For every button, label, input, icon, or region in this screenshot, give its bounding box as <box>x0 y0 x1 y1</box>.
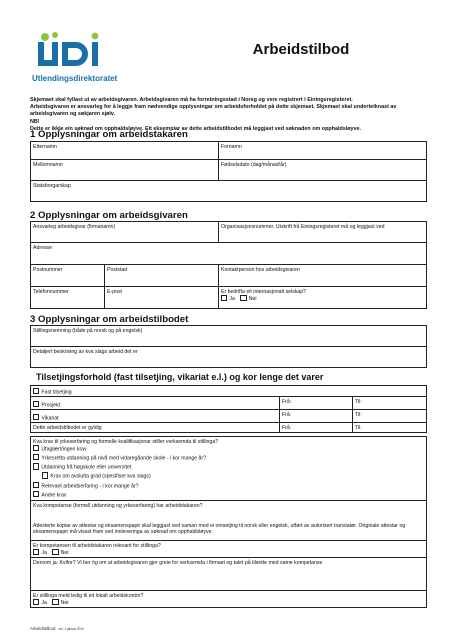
relevant-options <box>33 549 424 558</box>
fra-label: Frå: <box>282 411 292 418</box>
etternamn-label: Etternamn <box>33 143 57 150</box>
prosjekt-til-field[interactable] <box>352 397 426 409</box>
lokalt-ja-option[interactable] <box>33 600 47 606</box>
checkbox[interactable] <box>33 549 39 555</box>
internasjonalt-label: Er bedrifta eit internasjonalt selskap? <box>221 288 307 295</box>
fast-option[interactable] <box>31 386 426 396</box>
krav-option[interactable] <box>33 445 424 454</box>
krav-option-label: Utdanning frå høgskole eller universitet <box>41 464 132 471</box>
kontaktperson-label: Kontaktperson hos arbeidsgivaren <box>221 266 300 273</box>
krav-option-label: Relevant arbeidserfaring - i kor mange år? <box>41 483 139 490</box>
statsborgarskap-field[interactable] <box>31 181 426 201</box>
intro-nb: NB! <box>30 118 40 125</box>
lokalt-nei-option[interactable] <box>52 600 68 606</box>
relevant-question: Er kompetansen til arbeidstakaren relevant for stillinga? <box>33 542 161 549</box>
kontaktperson-field[interactable] <box>218 265 426 286</box>
checkbox[interactable] <box>33 454 39 460</box>
fodselsdato-field[interactable] <box>218 160 426 180</box>
krav-grid <box>30 436 427 608</box>
page-footer <box>30 626 84 631</box>
relevant-ja-option[interactable] <box>33 550 47 556</box>
ja-label: Ja <box>41 550 47 557</box>
footer-label: Arbeidstilbod <box>30 626 56 631</box>
udi-logo <box>30 30 130 88</box>
gyldig-til-field[interactable] <box>352 423 426 432</box>
checkbox[interactable] <box>33 388 39 394</box>
etternamn-field[interactable] <box>31 142 218 159</box>
checkbox[interactable] <box>240 295 246 301</box>
telefon-label: Telefonnummer <box>33 288 69 295</box>
krav-question: Kva krav til yrkeserfaring og formelle kvalifikasjonar stiller verksemda til stillinga? <box>33 438 219 445</box>
gyldig-label: Dette arbeidstilbodet er gyldig <box>33 424 102 431</box>
kompetanse-note: Attesterte kopiar av attestar og eksamenspapir skal leggjast ved saman med ei omsetjing til norsk eller engelsk, utført av autorisert translatør. Originale attestar og eksamenspapir må visast fram ved innleveringa av søknad om opphaldsløyve. <box>33 522 406 536</box>
krav-option-label: Krav om avslutta grad (spesifiser kva slags) <box>50 473 151 480</box>
vikariat-fra-field[interactable] <box>279 410 352 422</box>
intro-p2: Arbeidsgivaren er ansvarleg for å leggje fram nødvendige opplysningar om arbeidsforholdet på dette skjemaet. Skjemaet skal underteiknast av arbeidsgivaren og søkjaren sjølv. <box>30 104 397 118</box>
postnummer-field[interactable] <box>31 265 104 286</box>
tilsetjing-heading: Tilsetjingsforhold (fast tilsetjing, vikariat e.l.) og kor lenge det varer <box>36 372 324 382</box>
internasjonalt-field <box>218 287 426 308</box>
postnummer-label: Postnummer <box>33 266 63 273</box>
adresse-label: Adresse <box>33 244 53 251</box>
lokalt-question: Er stillinga meld ledig til eit lokalt arbeidskontor? <box>33 592 144 599</box>
checkbox[interactable] <box>33 445 39 451</box>
tilsetjing-grid <box>30 385 427 433</box>
ansvarleg-label: Ansvarleg arbeidsgivar (firmanamn) <box>33 223 116 230</box>
vikariat-label: Vikariat <box>41 415 59 422</box>
internasjonalt-ja-option[interactable] <box>221 296 235 302</box>
intro-p4: Dette er ikkje ein søknad om opphaldsløyve. Eit eksemplar av dette arbeidstilbodet må leggjast ved søknaden om opphaldsløyve. <box>30 125 362 132</box>
fornamn-label: Fornamn <box>221 143 242 150</box>
gyldig-label-cell <box>31 423 279 432</box>
fornamn-field[interactable] <box>218 142 426 159</box>
internasjonalt-nei-option[interactable] <box>240 296 256 302</box>
ansvarleg-field[interactable] <box>31 222 218 242</box>
stilling-field[interactable] <box>31 326 426 346</box>
prosjekt-option[interactable] <box>31 397 279 409</box>
document-title: Arbeidstilbod <box>252 41 350 58</box>
checkbox[interactable] <box>33 491 39 497</box>
lokalt-options <box>33 599 424 608</box>
telefon-field[interactable] <box>31 287 104 308</box>
poststad-label: Poststad <box>107 266 128 273</box>
til-label: Til: <box>355 398 362 405</box>
orgnr-field[interactable] <box>218 222 426 242</box>
fra-label: Frå: <box>282 424 292 431</box>
detaljert-label: Detaljert beskriving av kva slags arbeid det er <box>33 348 138 355</box>
logo-text: Utlendingsdirektoratet <box>32 74 118 83</box>
section3-grid <box>30 325 427 368</box>
checkbox[interactable] <box>221 295 227 301</box>
poststad-field[interactable] <box>104 265 218 286</box>
krav-option[interactable] <box>33 491 424 500</box>
nei-label: Nei <box>248 296 257 303</box>
krav-suboption[interactable] <box>33 472 424 481</box>
ja-label: Ja <box>229 296 235 303</box>
nei-label: Nei <box>60 600 69 607</box>
checkbox[interactable] <box>33 414 39 420</box>
krav-option-label: Andre krav <box>41 492 67 499</box>
intro-p1: Skjemaet skal fyllast ut av arbeidsgivaren. Arbeidsgivaren må ha forretningsstad i Noreg og vere registrert i Einingsregisteret. <box>30 97 353 103</box>
fra-label: Frå: <box>282 398 292 405</box>
kompetanse-field[interactable] <box>31 501 426 540</box>
internasjonalt-options <box>221 295 424 304</box>
kompetanse-question: Kva kompetanse (formell utdanning og yrkeserfaring) har arbeidstakaren? <box>33 502 203 509</box>
epost-field[interactable] <box>104 287 218 308</box>
krav-option-label: Ufaglært/ingen krav <box>41 446 87 453</box>
section2-heading: 2 Opplysningar om arbeidsgivaren <box>30 210 188 221</box>
til-label: Til: <box>355 411 362 418</box>
dersom-field[interactable] <box>31 558 426 590</box>
section1-heading: 1 Opplysningar om arbeidstakaren <box>30 129 188 140</box>
krav-question-cell <box>31 437 426 500</box>
dersom-label: Dersom ja: Kvifor? Vi ber òg om at arbeidsgivaren gjer greie for verksemda i firmaet og talet på tilsette med same kompetanse <box>33 559 323 566</box>
lokalt-field <box>31 591 426 607</box>
krav-option-label: Yrkesretta utdanning på nivå med vidaregåande skole - i kor mange år? <box>41 455 207 462</box>
checkbox[interactable] <box>33 401 39 407</box>
udi-logo-mark <box>30 30 130 74</box>
section2-grid <box>30 221 427 309</box>
krav-option[interactable] <box>33 454 424 463</box>
relevant-nei-option[interactable] <box>52 550 68 556</box>
prosjekt-label: Prosjekt <box>41 402 61 409</box>
checkbox[interactable] <box>33 463 39 469</box>
checkbox[interactable] <box>52 549 58 555</box>
stilling-label: Stillingsnemning (både på norsk og på engelsk) <box>33 327 143 334</box>
orgnr-label: Organisasjonsnummer. Utskrift frå Einingsregisteret må og leggjast ved <box>221 223 385 230</box>
fodselsdato-label: Fødselsdato (dag/månad/år) <box>221 161 287 168</box>
intro-text <box>30 97 430 133</box>
adresse-field[interactable] <box>31 243 426 264</box>
checkbox[interactable] <box>52 599 58 605</box>
til-label: Til: <box>355 424 362 431</box>
checkbox[interactable] <box>33 599 39 605</box>
vikariat-til-field[interactable] <box>352 410 426 422</box>
relevant-field <box>31 541 426 557</box>
krav-option[interactable] <box>33 482 424 491</box>
section3-heading: 3 Opplysningar om arbeidstilbodet <box>30 314 189 325</box>
nei-label: Nei <box>60 550 69 557</box>
section1-grid <box>30 141 427 202</box>
gyldig-fra-field[interactable] <box>279 423 352 432</box>
checkbox[interactable] <box>42 472 48 478</box>
mellomnamn-label: Mellomnamn <box>33 161 63 168</box>
footer-version: ver. 1 januar 2010 <box>58 627 84 631</box>
detaljert-field[interactable] <box>31 347 426 367</box>
epost-label: E-post <box>107 288 122 295</box>
fast-label: Fast tilsetjing <box>41 388 72 395</box>
prosjekt-fra-field[interactable] <box>279 397 352 409</box>
statsborgarskap-label: Statsborgarskap <box>33 182 71 189</box>
mellomnamn-field[interactable] <box>31 160 218 180</box>
vikariat-option[interactable] <box>31 410 279 422</box>
ja-label: Ja <box>41 600 47 607</box>
checkbox[interactable] <box>33 482 39 488</box>
krav-option[interactable] <box>33 463 424 472</box>
